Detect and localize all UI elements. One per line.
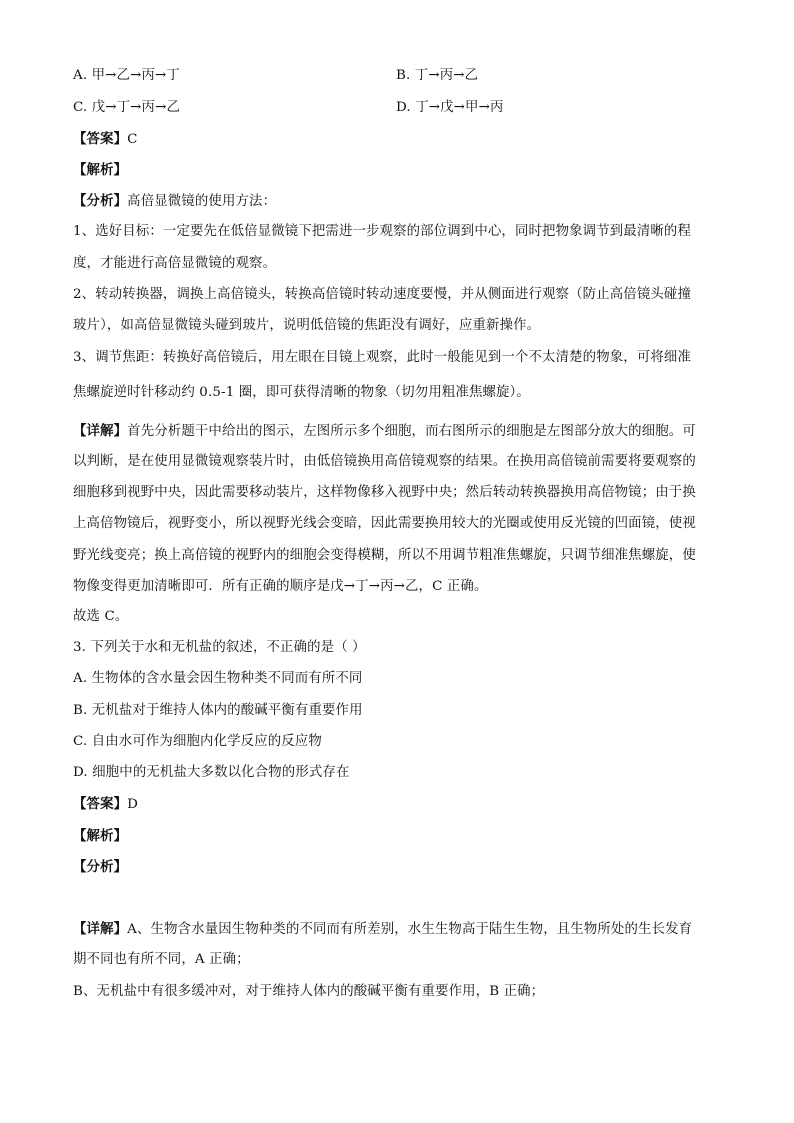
q2-step3-line1: 3、调节焦距：转换好高倍镜后，用左眼在目镜上观察，此时一般能见到一个不太清楚的物象，可将细准 <box>73 350 691 365</box>
q2-analysis-tag: 【解析】 <box>73 162 128 178</box>
q2-detail-line1 <box>73 422 696 441</box>
q2-step1-line2: 度，才能进行高倍显微镜的观察。 <box>73 256 277 271</box>
answer-value: C <box>127 132 138 147</box>
detail-text: A、生物含水量因生物种类的不同而有所差别，水生生物高于陆生生物，且生物所处的生长发育 <box>127 922 693 937</box>
q2-step3-line2: 焦螺旋逆时针移动约 0.5-1 圈，即可获得清晰的物象（切勿用粗准焦螺旋）。 <box>73 385 530 400</box>
q2-option-d: D. 丁→戊→甲→丙 <box>396 100 504 115</box>
q3-fenxi-tag: 【分析】 <box>73 859 128 875</box>
q2-option-c: C. 戊→丁→丙→乙 <box>73 100 181 115</box>
q3-stem: 3. 下列关于水和无机盐的叙述，不正确的是（ ） <box>73 640 366 655</box>
q2-fenxi <box>73 192 276 211</box>
fenxi-tag: 【分析】 <box>73 193 128 209</box>
answer-value: D <box>127 797 139 812</box>
q2-step1-line1: 1、选好目标：一定要先在低倍显微镜下把需进一步观察的部位调到中心，同时把物象调节到最清晰的程 <box>73 224 691 239</box>
detail-tag: 【详解】 <box>73 423 128 439</box>
q3-option-b: B. 无机盐对于维持人体内的酸碱平衡有重要作用 <box>73 703 363 718</box>
q2-detail-line4: 上高倍物镜后，视野变小，所以视野光线会变暗，因此需要换用较大的光圈或使用反光镜的凹面镜，使视 <box>73 516 696 531</box>
detail-text: 首先分析题干中给出的图示，左图所示多个细胞，而右图所示的细胞是左图部分放大的细胞。可 <box>127 424 696 439</box>
q3-detail-line1 <box>73 920 692 939</box>
q3-detail-line3: B、无机盐中有很多缓冲对，对于维持人体内的酸碱平衡有重要作用，B 正确； <box>73 984 545 999</box>
q2-answer <box>73 130 138 149</box>
q2-step2-line2: 玻片），如高倍显微镜头碰到玻片，说明低倍镜的焦距没有调好，应重新操作。 <box>73 318 541 333</box>
q3-analysis-tag: 【解析】 <box>73 828 128 844</box>
fenxi-text: 高倍显微镜的使用方法： <box>127 194 277 209</box>
q3-answer <box>73 795 138 814</box>
q3-option-a: A. 生物体的含水量会因生物种类不同而有所不同 <box>73 671 363 686</box>
answer-tag: 【答案】 <box>73 131 128 147</box>
q2-detail-line6: 物像变得更加清晰即可．所有正确的顺序是戊→丁→丙→乙，C 正确。 <box>73 579 488 594</box>
q3-option-c: C. 自由水可作为细胞内化学反应的反应物 <box>73 734 322 749</box>
detail-tag: 【详解】 <box>73 921 128 937</box>
q3-detail-line2: 期不同也有所不同，A 正确； <box>73 952 250 967</box>
q2-option-a: A. 甲→乙→丙→丁 <box>73 68 180 83</box>
q2-detail-line2: 以判断，是在使用显微镜观察装片时，由低倍镜换用高倍镜观察的结果。在换用高倍镜前需要将要观察的 <box>73 454 696 469</box>
q2-detail-line5: 野光线变亮；换上高倍镜的视野内的细胞会变得模糊，所以不用调节粗准焦螺旋，只调节细准焦螺旋，使 <box>73 548 696 563</box>
q2-option-b: B. 丁→丙→乙 <box>396 68 479 83</box>
q2-conclusion: 故选 C。 <box>73 609 129 624</box>
q2-detail-line3: 细胞移到视野中央，因此需要移动装片，这样物像移入视野中央；然后转动转换器换用高倍物镜；由于换 <box>73 485 696 500</box>
answer-tag: 【答案】 <box>73 796 128 812</box>
q3-option-d: D. 细胞中的无机盐大多数以化合物的形式存在 <box>73 765 350 780</box>
q2-step2-line1: 2、转动转换器，调换上高倍镜头，转换高倍镜时转动速度要慢，并从侧面进行观察（防止高倍镜头碰撞 <box>73 287 691 302</box>
